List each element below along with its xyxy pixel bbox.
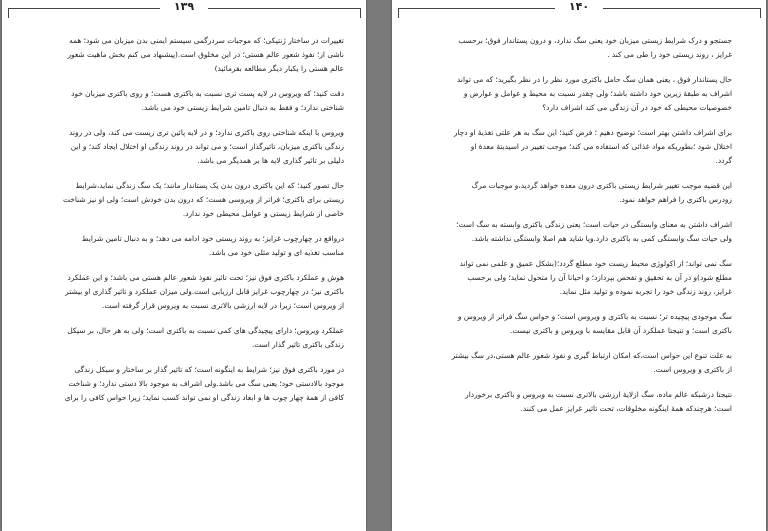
paragraph — [430, 310, 732, 338]
left-page — [2, 0, 366, 531]
right-page — [392, 0, 766, 531]
text-line: خاصی از شرایط زیستی و عوامل محیطی خود ندارد. — [182, 209, 344, 218]
paragraph — [32, 363, 344, 405]
paragraph — [430, 349, 732, 377]
text-line: از ویروس است؛ زیرا در لایه ارزشی بالاتری نسبت به ویروس قرار گرفته است. — [101, 301, 344, 310]
text-line: مطلع شود)و در آن به تحقیق و تفحص بپردازد؛ و احیانا آن را متحول نماید؛ ولی برحسب — [467, 273, 732, 282]
text-line: ولی حیات سگ وابستگی کمی به باکتری دارد.ویا شاید هم اصلا وابستگی نداشته باشد. — [471, 234, 732, 243]
text-line: برای اشراف داشتن بهتر است؛ توضیح دهیم ؛ فرض کنید؛ این سگ به هر علتی تغذیهٔ او دچار — [453, 128, 732, 137]
text-line: جستجو و درک شرایط زیستی میزبان خود یعنی سگ ندارد، و درون پستاندار فوق؛ برحسب — [458, 36, 732, 45]
text-line: باکتری نیز؛ در چهارچوب غرایز قابل ارزیابی است.ولی میزان عملکرد و تاثیر گذاری او بیشتر — [65, 287, 344, 296]
text-line: هوش و عملکرد باکتری فوق نیز؛ تحت تاثیر نفوذ شعور عالم هستی می باشد؛ و این عملکرد — [67, 273, 344, 282]
text-line: نتیجتا درشبکه عالم ماده، سگ ازلایهٔ ارزشی بالاتری نسبت به ویروس و باکتری برخوردار — [465, 390, 732, 399]
paragraph — [32, 324, 344, 352]
header-left-tick — [8, 8, 9, 18]
left-page-body — [32, 34, 344, 405]
text-line: زودرس باکتری را فراهم خواهد نمود. — [619, 195, 732, 204]
header-right-tick — [760, 8, 761, 18]
paragraph — [430, 257, 732, 299]
text-line: اختلال شود ؛بطوریکه مواد غذائی که استفاده می کند؛ موجب تغییر در اسیدیتهٔ معدهٔ او — [470, 142, 732, 151]
text-line: دقت کنید؛ که ویروس در لایه پست تری نسبت به باکتری هست؛ و روی باکتری میزبان خود — [71, 89, 344, 98]
text-line: کافی از همهٔ چهار چوب ها و ابعاد زندگی او نمی تواند کسب نماید؛ زیرا حواس کافی را برای — [64, 393, 344, 402]
right-page-header — [392, 0, 766, 20]
paragraph — [32, 179, 344, 221]
text-line: به علت تنوع این حواس است،که امکان ارتباط گیری و نفوذ شعور عالم هستی،در سگ بیشتر — [451, 351, 732, 360]
paragraph — [430, 388, 732, 416]
right-page-number: ۱۴۰ — [568, 0, 590, 13]
left-page-header — [2, 0, 366, 20]
text-line: باکتری است؛ و نتیجتا عملکرد آن قابل مقایسه با ویروس و باکتری نیست. — [510, 326, 732, 335]
header-right-rule — [603, 8, 760, 9]
text-line: غرایز ، روند زیستی خود را طی می کند . — [607, 50, 732, 59]
paragraph — [430, 34, 732, 62]
text-line: در مورد باکتری فوق نیز؛ شرایط به اینگونه است؛ که تاثیر گذار بر ساختار و سیکل زندگی — [74, 365, 344, 374]
right-page-body — [430, 34, 732, 416]
text-line: گردد. — [715, 156, 732, 165]
text-line: غرایز، روند زندگی خود را تجربه نموده و تولید مثل نماید. — [559, 287, 732, 296]
text-line: تغییرات در ساختار ژنتیکی؛ که موجبات سردرگمی سیستم ایمنی بدن میزبان می شود؛ همه — [69, 36, 344, 45]
paragraph — [32, 126, 344, 168]
text-line: سگ موجودی پیچیده تر؛ نسبت به باکتری و ویروس است؛ و حواس سگ فراتر از ویروس و — [457, 312, 732, 321]
text-line: اشراف به طبقهٔ زیرین خود داشته باشد؛ ولی چقدر نسبت به محیط و عوامل و عوارض و — [463, 89, 732, 98]
text-line: زندگی باکتری میزبان، تاثیرگذار است؛ و می تواند در روند زندگی او اختلال ایجاد کند؛ و این — [70, 142, 344, 151]
paragraph — [32, 34, 344, 76]
text-line: دلیلی بر تاثیر گذاری لایه ها بر همدیگر می باشد. — [197, 156, 344, 165]
header-right-rule — [208, 8, 360, 9]
text-line: ویروس با اینکه شناختی روی باکتری ندارد؛ و در لایه پائین تری زیست می کند، ولی در روند — [69, 128, 344, 137]
header-right-tick — [360, 8, 361, 18]
text-line: موجود بالادستی خود؛ یعنی سگ می باشد.ولی اشراف به موجود بالا دستی ندارد؛ و شناخت — [68, 379, 344, 388]
text-line: عملکرد ویروس؛ دارای پیچیدگی های کمی نسبت به باکتری است؛ ولی به هر حال، بر سیکل — [67, 326, 344, 335]
text-line: حال تصور کنید؛ که این باکتری درون بدن یک پستاندار مانند؛ یک سگ زندگی نماید،شرایط — [75, 181, 344, 190]
text-line: این قضیه موجب تغییر شرایط زیستی باکتری درون معده خواهد گردید،و موجبات مرگ — [471, 181, 732, 190]
text-line: اشراف داشتن به معنای وابستگی در حیات است؛ یعنی زندگی باکتری وابسته به سگ است؛ — [456, 220, 732, 229]
text-line: است؛ هرچندکه همهٔ اینگونه مخلوقات، تحت تاثیر غرایز عمل می کنند. — [520, 404, 732, 413]
paragraph — [430, 73, 732, 115]
text-line: زندگی باکتری تاثیر گذار است. — [251, 340, 344, 349]
text-line: ناشی از؛ نفوذ شعور عالم هستی؛ در این مخلوق است.(پیشنهاد می کنم بخش ماهیت شعور — [67, 50, 344, 59]
header-left-tick — [398, 8, 399, 18]
text-line: از باکتری و ویروس است. — [653, 365, 732, 374]
text-line: مناسب تغذیه ای و تولید مثلی خود می باشد. — [208, 248, 344, 257]
text-line: درواقع در چهارچوب غرایز؛ به روند زیستی خود ادامه می دهد؛ و به دنبال تامین شرایط — [81, 234, 344, 243]
paragraph — [32, 87, 344, 115]
paragraph — [430, 126, 732, 168]
text-line: شناختی ندارد؛ و فقط به دنبال تامین شرایط زیستی خود می باشد. — [141, 103, 344, 112]
paragraph — [430, 179, 732, 207]
header-left-rule — [398, 8, 555, 9]
text-line: زیستی برای باکتری؛ فراتر از ویروسی هست؛ که درون بدن خودش است؛ ولی او نیز شناخت — [63, 195, 344, 204]
text-line: حال پستاندار فوق ، یعنی همان سگ حامل باکتری مورد نظر را در نظر بگیرید؛ که می تواند — [457, 75, 732, 84]
paragraph — [430, 218, 732, 246]
text-line: خصوصیات محیطی که خود در آن زندگی می کند اشراف دارد؟ — [542, 103, 732, 112]
header-left-rule — [8, 8, 160, 9]
paragraph — [32, 232, 344, 260]
text-line: عالم هستی را یکبار دیگر مطالعه بفرمائید) — [214, 64, 344, 73]
text-line: سگ نمی تواند؛ از اکولوژی محیط زیست خود مطلع گردد؛(بشکل عمیق و علمی نمی تواند — [459, 259, 732, 268]
left-page-number: ۱۳۹ — [173, 0, 195, 13]
paragraph — [32, 271, 344, 313]
